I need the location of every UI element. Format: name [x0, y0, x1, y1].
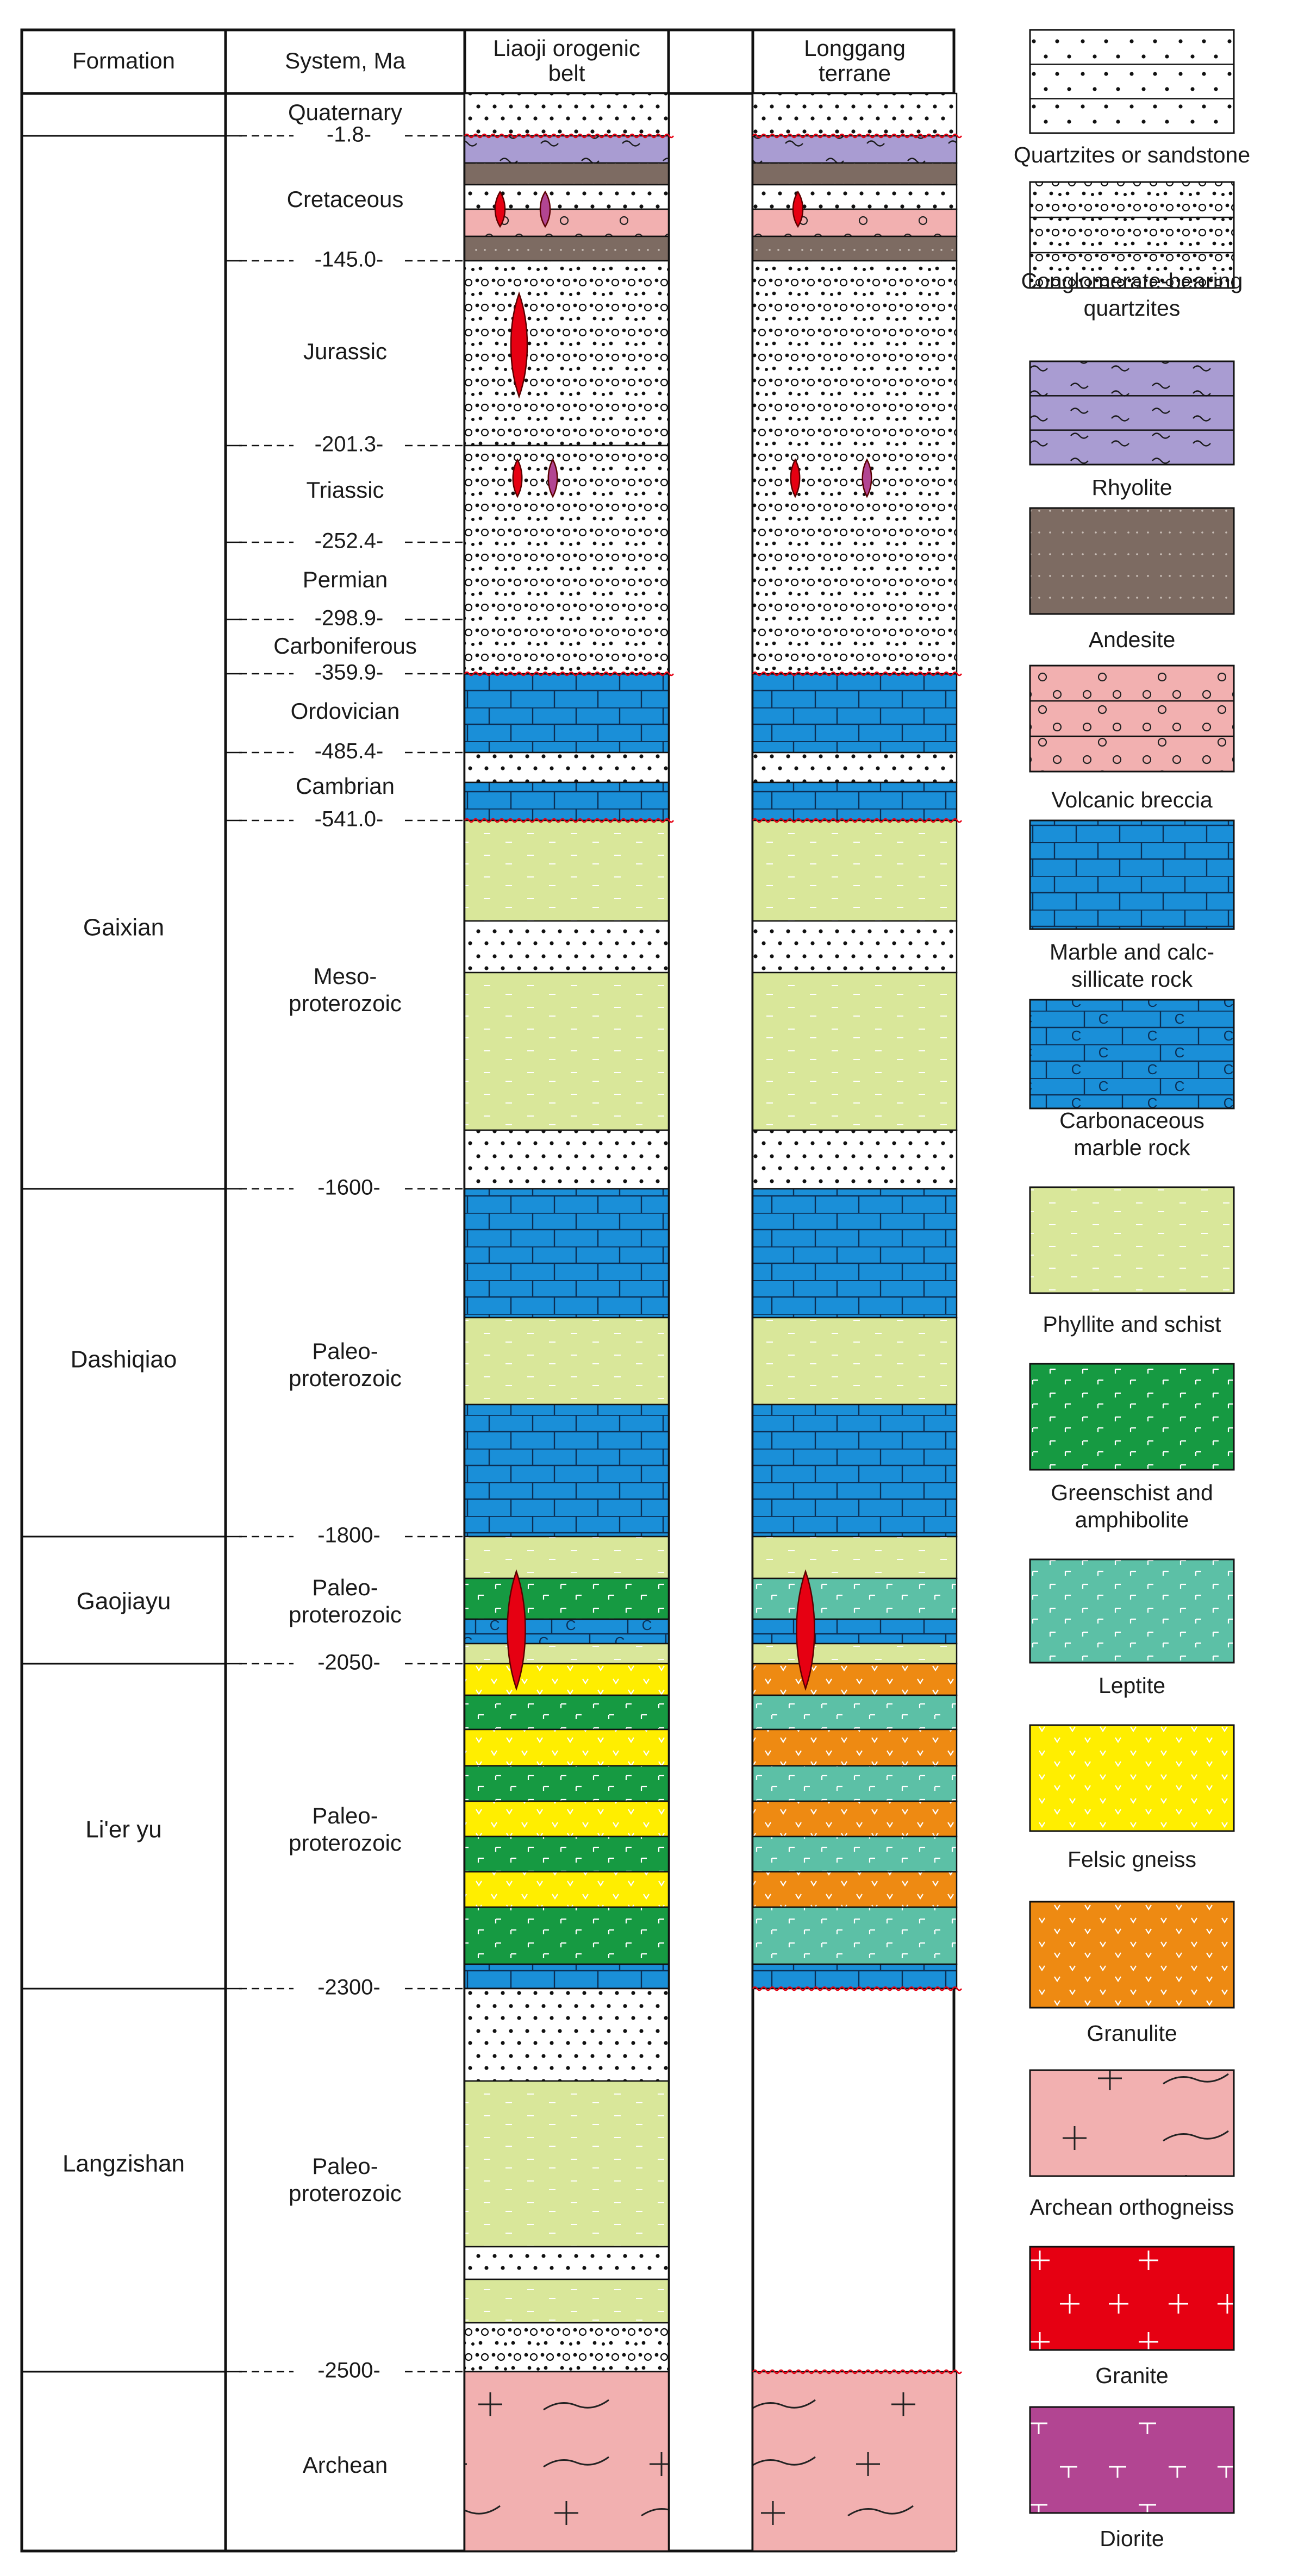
- age-label: -2300-: [317, 1975, 380, 2000]
- longgang-phyllite-layer: [753, 820, 957, 921]
- longgang-phyllite-layer: [753, 1644, 957, 1664]
- legend-label-diorite: Diorite: [1100, 2525, 1164, 2551]
- formation-label: Dashiqiao: [70, 1346, 177, 1373]
- period-label: Ordovician: [290, 698, 400, 724]
- legend-swatch-leptite: [1030, 1559, 1234, 1663]
- legend-swatch-rhyolite: [1030, 361, 1234, 465]
- legend-item-carbonaceous: [1030, 1000, 1234, 1160]
- age-label: -298.9-: [314, 606, 384, 630]
- legend-item-granite: [1030, 2247, 1234, 2388]
- legend-swatch-breccia: [1030, 666, 1234, 772]
- age-label: -541.0-: [314, 807, 384, 831]
- legend-swatch-felsic: [1030, 1725, 1234, 1831]
- liaoji-andesite-layer: [465, 236, 669, 261]
- longgang-quartzite-layer: [753, 921, 957, 973]
- longgang-quartzite-layer: [753, 753, 957, 782]
- legend-swatch-orthogneiss: [1030, 2070, 1234, 2176]
- age-label: -1800-: [317, 1523, 380, 1547]
- age-label: -359.9-: [314, 660, 384, 685]
- legend-item-felsic: [1030, 1725, 1234, 1872]
- liaoji-felsic-layer: [465, 1664, 669, 1695]
- legend-label-breccia: Volcanic breccia: [1051, 787, 1213, 812]
- legend-label-marble: sillicate rock: [1071, 966, 1193, 992]
- legend-label-orthogneiss: Archean orthogneiss: [1029, 2194, 1234, 2220]
- longgang-marble-layer: [753, 1189, 957, 1318]
- liaoji-greenschist-layer: [465, 1695, 669, 1729]
- legend-swatch-greenschist: [1030, 1364, 1234, 1470]
- liaoji-greenschist-layer: [465, 1907, 669, 1964]
- legend-label-felsic: Felsic gneiss: [1068, 1846, 1196, 1872]
- liaoji-phyllite-layer: [465, 1318, 669, 1405]
- age-label: -145.0-: [314, 247, 384, 272]
- longgang-leptite-layer: [753, 1766, 957, 1801]
- period-label: Paleo-: [312, 1803, 378, 1829]
- period-label: proterozoic: [289, 991, 402, 1017]
- liaoji-marble-layer: [465, 1964, 669, 1989]
- liaoji-marble-layer: [465, 674, 669, 753]
- longgang-quartzite-layer: [753, 93, 957, 136]
- liaoji-phyllite-layer: [465, 1644, 669, 1664]
- period-label: proterozoic: [289, 1602, 402, 1628]
- legend-swatch-marble: [1030, 820, 1234, 929]
- longgang-column-header: terrane: [818, 60, 891, 86]
- legend-item-greenschist: [1030, 1364, 1234, 1532]
- legend-item-rhyolite: [1030, 361, 1234, 500]
- liaoji-quartzite-layer: [465, 921, 669, 973]
- longgang-breccia-layer: [753, 209, 957, 236]
- system-header: System, Ma: [285, 48, 405, 74]
- age-label: -201.3-: [314, 432, 384, 456]
- legend-item-breccia: [1030, 666, 1234, 812]
- liaoji-phyllite-layer: [465, 1537, 669, 1578]
- liaoji-phyllite-layer: [465, 973, 669, 1130]
- longgang-granulite-layer: [753, 1664, 957, 1695]
- period-label: Archean: [302, 2452, 388, 2478]
- legend-item-quartzite: [1014, 30, 1250, 167]
- legend-label-greenschist: amphibolite: [1075, 1507, 1189, 1532]
- longgang-phyllite-layer: [753, 1537, 957, 1578]
- liaoji-quartzite-layer: [465, 1989, 669, 2081]
- liaoji-marble-layer: [465, 1189, 669, 1318]
- liaoji-quartzite-layer: [465, 2247, 669, 2279]
- legend-label-rhyolite: Rhyolite: [1091, 474, 1172, 500]
- diorite-intrusion: [863, 460, 872, 497]
- legend-item-marble: [1030, 820, 1234, 992]
- legend-swatch-phyllite: [1030, 1187, 1234, 1293]
- legend-swatch-diorite: [1030, 2407, 1234, 2513]
- longgang-column-header: Longgang: [804, 35, 906, 61]
- legend-swatch-andesite: [1030, 508, 1234, 614]
- liaoji-felsic-layer: [465, 1729, 669, 1766]
- legend-label-phyllite: Phyllite and schist: [1043, 1311, 1221, 1337]
- formation-label: Gaojiayu: [76, 1588, 171, 1615]
- liaoji-carbonaceous-layer: [465, 1619, 669, 1644]
- legend-swatch-carbonaceous: [1030, 1000, 1234, 1108]
- legend-item-leptite: [1030, 1559, 1234, 1698]
- legend-label-conglomerate: Conglomerate-bearing: [1021, 268, 1243, 293]
- period-label: proterozoic: [289, 2180, 402, 2207]
- liaoji-phyllite-layer: [465, 2081, 669, 2247]
- age-label: -485.4-: [314, 739, 384, 763]
- period-label: Paleo-: [312, 1575, 378, 1601]
- age-label: -1600-: [317, 1175, 380, 1200]
- period-label: proterozoic: [289, 1830, 402, 1856]
- period-label: proterozoic: [289, 1365, 402, 1392]
- longgang-leptite-layer: [753, 1837, 957, 1872]
- legend-label-granulite: Granulite: [1087, 2020, 1177, 2046]
- age-label: -252.4-: [314, 529, 384, 553]
- legend-label-carbonaceous: marble rock: [1073, 1135, 1190, 1160]
- granite-intrusion: [791, 460, 800, 497]
- longgang-andesite-layer: [753, 236, 957, 261]
- liaoji-conglomerate-layer: [465, 261, 669, 446]
- formation-label: Gaixian: [83, 914, 165, 941]
- longgang-granulite-layer: [753, 1729, 957, 1766]
- age-label: -1.8-: [326, 122, 372, 147]
- liaoji-quartzite-layer: [465, 753, 669, 782]
- longgang-marble-layer: [753, 1619, 957, 1644]
- liaoji-felsic-layer: [465, 1801, 669, 1837]
- longgang-marble-layer: [753, 782, 957, 820]
- liaoji-felsic-layer: [465, 1872, 669, 1907]
- longgang-conglomerate-layer: [753, 261, 957, 674]
- liaoji-phyllite-layer: [465, 2279, 669, 2323]
- longgang-marble-layer: [753, 1964, 957, 1989]
- period-label: Cretaceous: [286, 186, 404, 212]
- period-label: Jurassic: [303, 339, 388, 365]
- liaoji-conglomerate-layer: [465, 2323, 669, 2372]
- formation-label: Li'er yu: [85, 1816, 162, 1843]
- longgang-andesite-layer: [753, 163, 957, 185]
- period-label: Triassic: [306, 477, 384, 503]
- longgang-phyllite-layer: [753, 1318, 957, 1405]
- period-label: Meso-: [313, 963, 377, 989]
- granite-intrusion: [513, 460, 522, 497]
- longgang-marble-layer: [753, 1405, 957, 1537]
- liaoji-orthogneiss-layer: [465, 2372, 669, 2551]
- longgang-leptite-layer: [753, 1695, 957, 1729]
- liaoji-conglomerate-layer: [465, 446, 669, 674]
- legend-swatch-granite: [1030, 2247, 1234, 2350]
- period-label: Quaternary: [288, 99, 403, 126]
- legend-item-diorite: [1030, 2407, 1234, 2551]
- longgang-leptite-layer: [753, 1578, 957, 1619]
- formation-label: Langzishan: [62, 2150, 185, 2177]
- legend-swatch-granulite: [1030, 1902, 1234, 2008]
- legend-item-orthogneiss: [1029, 2070, 1234, 2220]
- legend-label-leptite: Leptite: [1098, 1672, 1166, 1698]
- legend-swatch-quartzite: [1030, 30, 1234, 133]
- longgang-quartzite-layer: [753, 1130, 957, 1189]
- legend-item-andesite: [1030, 508, 1234, 652]
- age-label: -2050-: [317, 1650, 380, 1675]
- liaoji-marble-layer: [465, 782, 669, 820]
- liaoji-column-header: Liaoji orogenic: [493, 35, 640, 61]
- liaoji-andesite-layer: [465, 163, 669, 185]
- period-label: Carboniferous: [273, 633, 417, 659]
- longgang-granulite-layer: [753, 1872, 957, 1907]
- liaoji-greenschist-layer: [465, 1578, 669, 1619]
- longgang-marble-layer: [753, 674, 957, 753]
- formation-header: Formation: [72, 48, 176, 74]
- liaoji-marble-layer: [465, 1405, 669, 1537]
- longgang-quartzite-layer: [753, 185, 957, 209]
- legend-label-quartzite: Quartzites or sandstone: [1013, 142, 1251, 167]
- period-label: Cambrian: [295, 773, 395, 799]
- liaoji-greenschist-layer: [465, 1766, 669, 1801]
- longgang-granulite-layer: [753, 1801, 957, 1837]
- liaoji-column-header: belt: [548, 60, 585, 86]
- longgang-phyllite-layer: [753, 973, 957, 1130]
- legend-label-conglomerate: quartzites: [1083, 295, 1181, 321]
- liaoji-greenschist-layer: [465, 1837, 669, 1872]
- legend-item-granulite: [1030, 1902, 1234, 2046]
- legend-label-carbonaceous: Carbonaceous: [1059, 1107, 1204, 1133]
- liaoji-rhyolite-layer: [465, 136, 669, 163]
- longgang-leptite-layer: [753, 1907, 957, 1964]
- liaoji-quartzite-layer: [465, 1130, 669, 1189]
- period-label: Permian: [302, 567, 388, 593]
- liaoji-quartzite-layer: [465, 93, 669, 136]
- legend-label-granite: Granite: [1095, 2362, 1169, 2388]
- liaoji-phyllite-layer: [465, 820, 669, 921]
- legend-label-andesite: Andesite: [1088, 626, 1176, 652]
- longgang-orthogneiss-layer: [753, 2372, 957, 2551]
- period-label: Paleo-: [312, 1338, 378, 1364]
- legend-label-marble: Marble and calc-: [1049, 939, 1215, 964]
- diorite-intrusion: [548, 460, 558, 497]
- legend-label-greenschist: Greenschist and: [1051, 1480, 1213, 1505]
- period-label: Paleo-: [312, 2153, 378, 2179]
- legend-item-phyllite: [1030, 1187, 1234, 1337]
- age-label: -2500-: [317, 2358, 380, 2383]
- longgang-rhyolite-layer: [753, 136, 957, 163]
- legend-item-conglomerate: [1021, 182, 1243, 321]
